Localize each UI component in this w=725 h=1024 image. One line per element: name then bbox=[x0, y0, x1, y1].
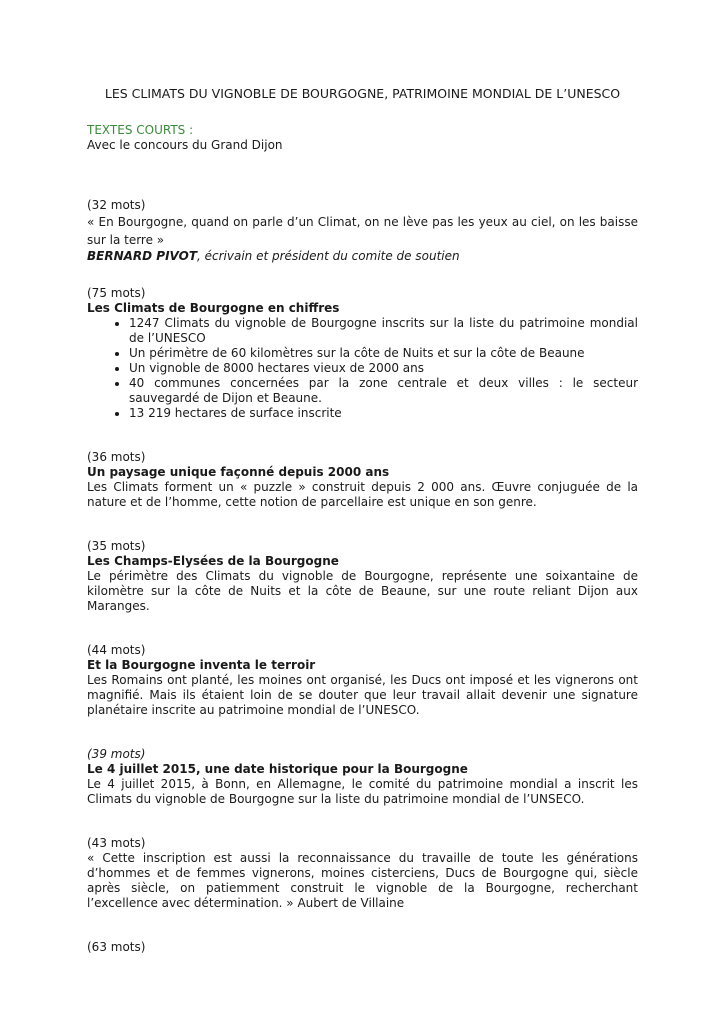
word-count: (36 mots) bbox=[87, 450, 146, 464]
section-villaine-quote bbox=[87, 836, 638, 911]
section-heading: Le 4 juillet 2015, une date historique pour la Bourgogne bbox=[87, 762, 468, 776]
section-champs-elysees bbox=[87, 539, 638, 614]
word-count: (43 mots) bbox=[87, 836, 146, 850]
word-count: (39 mots) bbox=[87, 747, 146, 761]
word-count: (44 mots) bbox=[87, 643, 146, 657]
section-63-mots bbox=[87, 940, 638, 955]
section-date-historique bbox=[87, 747, 638, 807]
word-count: (32 mots) bbox=[87, 198, 146, 212]
section-body: Le 4 juillet 2015, à Bonn, en Allemagne, le comité du patrimoine mondial a inscrit les Climats du vignoble de Bourgogne sur la liste du patrimoine mondial de l’UNSECO. bbox=[87, 777, 638, 806]
list-item: • Un périmètre de 60 kilomètres sur la côte de Nuits et sur la côte de Beaune bbox=[129, 346, 638, 361]
word-count: (75 mots) bbox=[87, 286, 146, 300]
section-body: Les Romains ont planté, les moines ont organisé, les Ducs ont imposé et les vignerons ont magnifié. Mais ils étaient loin de se douter que leur travail allait devenir une signature planétaire inscrite au patrimoine mondial de l’UNESCO. bbox=[87, 673, 638, 717]
quote-text: « En Bourgogne, quand on parle d’un Climat, on ne lève pas les yeux au ciel, on les baisse sur la terre » bbox=[87, 215, 638, 247]
list-item: • 1247 Climats du vignoble de Bourgogne inscrits sur la liste du patrimoine mondial de l’UNESCO bbox=[129, 316, 638, 346]
intro-subtitle: Avec le concours du Grand Dijon bbox=[87, 138, 283, 152]
section-heading: Et la Bourgogne inventa le terroir bbox=[87, 658, 316, 672]
section-terroir bbox=[87, 643, 638, 718]
section-heading: Les Champs-Elysées de la Bourgogne bbox=[87, 554, 339, 568]
bullet-list bbox=[87, 316, 638, 421]
section-chiffres bbox=[87, 286, 638, 421]
section-body: Les Climats forment un « puzzle » construit depuis 2 000 ans. Œuvre conjuguée de la nature et de l’homme, cette notion de parcellaire est unique en son genre. bbox=[87, 480, 638, 509]
word-count: (63 mots) bbox=[87, 940, 146, 954]
section-body: Le périmètre des Climats du vignoble de Bourgogne, représente une soixantaine de kilomètre sur la côte de Nuits et la côte de Beaune, sur une route reliant Dijon aux Maranges. bbox=[87, 569, 638, 613]
section-paysage bbox=[87, 450, 638, 510]
section-label: TEXTES COURTS : bbox=[87, 123, 194, 137]
author-role: , écrivain et président du comite de soutien bbox=[197, 249, 460, 263]
quote-attribution bbox=[87, 249, 638, 264]
word-count: (35 mots) bbox=[87, 539, 146, 553]
section-pivot bbox=[87, 198, 638, 264]
author-name: BERNARD PIVOT bbox=[87, 249, 198, 263]
list-item: • 13 219 hectares de surface inscrite bbox=[129, 406, 638, 421]
section-body: « Cette inscription est aussi la reconnaissance du travaille de toute les générations d’hommes et de femmes vignerons, moines cisterciens, Ducs de Bourgogne qui, siècle après siècle, on patiemment construit le vignoble de la Bourgogne, recherchant l’excellence avec détermination. » Aubert de Villaine bbox=[87, 851, 638, 910]
list-item: • 40 communes concernées par la zone centrale et deux villes : le secteur sauvegardé de Dijon et Beaune. bbox=[129, 376, 638, 406]
document-page bbox=[87, 86, 638, 955]
document-title: LES CLIMATS DU VIGNOBLE DE BOURGOGNE, PATRIMOINE MONDIAL DE L’UNESCO bbox=[104, 86, 621, 101]
section-heading: Un paysage unique façonné depuis 2000 ans bbox=[87, 465, 390, 479]
section-heading: Les Climats de Bourgogne en chiffres bbox=[87, 301, 340, 315]
list-item: • Un vignoble de 8000 hectares vieux de 2000 ans bbox=[129, 361, 638, 376]
